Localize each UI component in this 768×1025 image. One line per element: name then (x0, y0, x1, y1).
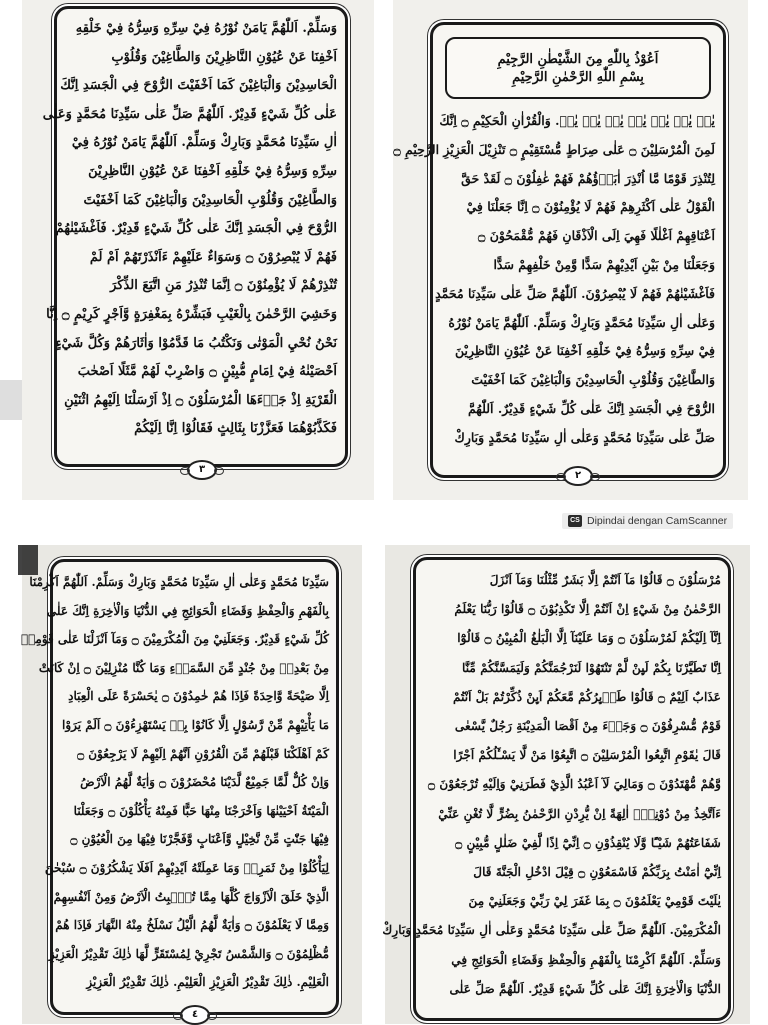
text-line: وَالطَّاغِيْنَ وَقُلُوْبِ الْحَاسِدِيْنَ وَالْبَاغِيْنَ كَمَا اَخْفَيْتَ (83, 192, 337, 208)
taawudh-line: اَعُوْذُ بِاللّٰهِ مِنَ الشَّيْطٰنِ الرَّجِيْمِ (497, 51, 659, 67)
text-line: وَمِمَّا لَا يَعْلَمُوْنَ ۝ وَاٰيَةٌ لَّهُمُ الَّيْلُ نَسْلَخُ مِنْهُ النَّهَارَ فَاِذَا هُمْ (55, 918, 329, 933)
text-line: الْقَوْلُ عَلٰى اَكْثَرِهِمْ فَهُمْ لَا يُؤْمِنُوْنَ ۝ اِنَّا جَعَلْنَا فِيْ (466, 199, 715, 215)
text-line: اَخْفِنَا عَنْ عُيُوْنِ النَّاظِرِيْنَ وَالطَّاغِيْنَ وَقُلُوْبِ (111, 49, 337, 65)
text-line: عَذَابٌ اَلِيْمٌ ۝ قَالُوْا طَاۤىِٕرُكُمْ مَّعَكُمْ اَىِٕنْ ذُكِّرْتُمْ بَلْ اَنْتُمْ (452, 689, 721, 704)
text-line: الرُّوْحَ فِي الْجَسَدِ اِنَّكَ عَلٰى كُلِّ شَيْءٍ قَدِيْرٌ. فَاَغْشَيْنٰهُمْ (55, 221, 337, 237)
text-line: ءَاَتَّخِذُ مِنْ دُوْنِهٖٓ اٰلِهَةً اِنْ يُّرِدْنِ الرَّحْمٰنُ بِضُرٍّ لَّا تُغْنِ عَنِّيْ (438, 806, 721, 821)
text-line: نَحْنُ نُحْيِ الْمَوْتٰى وَنَكْتُبُ مَا قَدَّمُوْا وَاٰثَارَهُمْ وَكُلَّ شَيْءٍ (55, 335, 337, 351)
page-text (20, 568, 329, 1002)
scan-page-top-right (393, 0, 748, 500)
text-line: قَالَ يٰقَوْمِ اتَّبِعُوا الْمُرْسَلِيْنَ ۝ اتَّبِعُوْا مَنْ لَّا يَسْـَٔلُكُمْ اَجْرًا (453, 748, 721, 763)
text-line: قَوْمٌ مُّسْرِفُوْنَ ۝ وَجَاۤءَ مِنْ اَقْصَا الْمَدِيْنَةِ رَجُلٌ يَّسْعٰى (454, 719, 721, 734)
scan-edge-shadow (18, 545, 38, 575)
text-line: فِيْ سِرِّهِ وَسِرُّهُ فِيْ خَلْقِهِ اَخْفِنَا عَنْ عُيُوْنِ النَّاظِرِيْنَ (454, 343, 715, 359)
text-line: عَلٰى كُلِّ شَيْءٍ قَدِيْرٌ. اَللّٰهُمَّ صَلِّ عَلٰى سَيِّدِنَا مُحَمَّدٍ وَعَلٰى (42, 106, 337, 122)
text-line: بِالْفَهْمِ وَالْحِفْظِ وَقَضَاءِ الْحَوَائِجِ فِي الدُّنْيَا وَالْاٰخِرَةِ اِنَّكَ عَلٰى (46, 603, 329, 618)
page-number: ٣ (187, 460, 217, 480)
text-line: الْمَيْتَةُ اَحْيَيْنٰهَا وَاَخْرَجْنَا مِنْهَا حَبًّا فَمِنْهُ يَأْكُلُوْنَ ۝ وَجَعَلْنَا (73, 803, 329, 818)
page-frame (42, 6, 348, 467)
scan-page-top-left (22, 0, 374, 500)
text-line: وَعَلٰى اٰلِ سَيِّدِنَا مُحَمَّدٍ وَبَارِكْ وَسَلِّمْ. اَللّٰهُمَّ يَامَنْ نُوْرُهُ (448, 314, 715, 330)
text-line: مُرْسَلُوْنَ ۝ قَالُوْا مَآ اَنْتُمْ اِلَّا بَشَرٌ مِّثْلُنَا وَمَآ اَنْزَلَ (489, 573, 721, 587)
page-frame (393, 22, 726, 478)
text-line: الْحَاسِدِيْنَ وَالْبَاغِيْنَ كَمَا اَخْفَيْتَ الرُّوْحَ فِي الْجَسَدِ اِنَّكَ (60, 78, 337, 94)
text-line: مِنْ بَعْدِهٖ مِنْ جُنْدٍ مِّنَ السَّمَاۤءِ وَمَا كُنَّا مُنْزِلِيْنَ ۝ اِنْ كَانَتْ (38, 660, 329, 675)
text-line: فَاَغْشَيْنٰهُمْ فَهُمْ لَا يُبْصِرُوْنَ. اَللّٰهُمَّ صَلِّ عَلٰى سَيِّدِنَا مُحَمَّدٍ (435, 285, 715, 301)
text-line: مُّظْلِمُوْنَ ۝ وَالشَّمْسُ تَجْرِيْ لِمُسْتَقَرٍّ لَّهَا ذٰلِكَ تَقْدِيْرُ الْعَزِيْزِ (48, 946, 329, 961)
text-line: اٰلِ سَيِّدِنَا مُحَمَّدٍ وَبَارِكْ وَسَلِّمْ. اَللّٰهُمَّ يَامَنْ نُوْرُهُ فِيْ (71, 135, 337, 151)
text-line: الْقَرْيَةِ اِذْ جَاۤءَهَا الْمُرْسَلُوْنَ ۝ اِذْ اَرْسَلْنَا اِلَيْهِمُ اثْنَيْنِ (64, 392, 337, 408)
header-box (445, 37, 711, 99)
text-line: الْعَلِيْمِ. ذٰلِكَ تَقْدِيْرُ الْعَزِيْزِ الْعَلِيْمِ. ذٰلِكَ تَقْدِيْرُ الْعَزِيْزِ (86, 975, 329, 990)
text-line: يٰسۤ يٰسۤ يٰسۤ يٰسۤ يٰسۤ يٰسۤ يٰسۤ. وَالْقُرْاٰنِ الْحَكِيْمِ ۝ اِنَّكَ (439, 113, 715, 128)
camscanner-icon: CS (568, 515, 582, 527)
watermark-text: Dipindai dengan CamScanner (587, 515, 728, 527)
page-text (382, 566, 721, 1010)
page-frame (382, 557, 731, 1021)
page-frame (20, 559, 339, 1015)
text-line: فَهُمْ لَا يُبْصِرُوْنَ ۝ وَسَوَاءٌ عَلَيْهِمْ ءَاَنْذَرْتَهُمْ اَمْ لَمْ (89, 249, 337, 265)
page-number: ٢ (563, 466, 593, 486)
scan-page-bottom-left (22, 545, 362, 1024)
text-line: اِنَّآ اِلَيْكُمْ لَمُرْسَلُوْنَ ۝ وَمَا عَلَيْنَآ اِلَّا الْبَلٰغُ الْمُبِيْنُ ۝ قَالُوْٓا (457, 631, 721, 646)
text-line: اَحْصَيْنٰهُ فِيْ اِمَامٍ مُّبِيْنٍ ۝ وَاضْرِبْ لَهُمْ مَّثَلًا اَصْحٰبَ (77, 364, 337, 380)
text-line: اِلَّا صَيْحَةً وَّاحِدَةً فَاِذَا هُمْ خٰمِدُوْنَ ۝ يٰحَسْرَةً عَلَى الْعِبَادِ (68, 689, 329, 704)
text-line: وَّهُمْ مُّهْتَدُوْنَ ۝ وَمَالِيَ لَآ اَعْبُدُ الَّذِيْ فَطَرَنِيْ وَاِلَيْهِ تُرْجَعُوْنَ ۝ (427, 777, 721, 792)
text-line: اِنَّا تَطَيَّرْنَا بِكُمْ لَىِٕنْ لَّمْ تَنْتَهُوْا لَنَرْجُمَنَّكُمْ وَلَيَمَسَّنَّكُمْ مِّنَّا (462, 660, 721, 675)
text-line: سَيِّدِنَا مُحَمَّدٍ وَعَلٰى اٰلِ سَيِّدِنَا مُحَمَّدٍ وَبَارِكْ وَسَلِّمْ. اَللّٰهُمَّ اَكْرِمْنَا (29, 575, 329, 589)
text-line: فِيْهَا جَنّٰتٍ مِّنْ نَّخِيْلٍ وَّاَعْنَابٍ وَّفَجَّرْنَا فِيْهَا مِنَ الْعُيُوْنِ ۝ (70, 832, 329, 847)
text-line: وَخَشِيَ الرَّحْمٰنَ بِالْغَيْبِ فَبَشِّرْهُ بِمَغْفِرَةٍ وَّاَجْرٍ كَرِيْمٍ ۝ اِنَّا (46, 306, 337, 322)
text-line: صَلِّ عَلٰى سَيِّدِنَا مُحَمَّدٍ وَعَلٰى اٰلِ سَيِّدِنَا مُحَمَّدٍ وَبَارِكْ (454, 429, 715, 445)
text-line: وَالطَّاغِيْنَ وَقُلُوْبِ الْحَاسِدِيْنَ وَالْبَاغِيْنَ كَمَا اَخْفَيْتَ (471, 372, 715, 388)
text-line: الْمُكْرَمِيْنَ. اَللّٰهُمَّ صَلِّ عَلٰى سَيِّدِنَا مُحَمَّدٍ وَعَلٰى اٰلِ سَيِّدِنَا مُحَمَّدٍ وَبَارِكْ (382, 923, 721, 938)
text-line: يٰلَيْتَ قَوْمِيْ يَعْلَمُوْنَ ۝ بِمَا غَفَرَ لِيْ رَبِّيْ وَجَعَلَنِيْ مِنَ (468, 894, 721, 909)
camscanner-watermark (562, 513, 733, 529)
text-line: سِرِّهِ وَسِرُّهُ فِيْ خَلْقِهِ اَخْفِنَا عَنْ عُيُوْنِ النَّاظِرِيْنَ (88, 163, 337, 179)
text-line: مَا يَأْتِيْهِمْ مِّنْ رَّسُوْلٍ اِلَّا كَانُوْا بِهٖ يَسْتَهْزِءُوْنَ ۝ اَلَمْ يَرَوْا (62, 717, 329, 732)
scan-edge-shadow (0, 380, 22, 420)
text-line: وَاِنْ كُلٌّ لَّمَّا جَمِيْعٌ لَّدَيْنَا مُحْضَرُوْنَ ۝ وَاٰيَةٌ لَّهُمُ الْاَرْضُ (80, 775, 329, 790)
text-line: فَكَذَّبُوْهُمَا فَعَزَّزْنَا بِثَالِثٍ فَقَالُوْا اِنَّا اِلَيْكُمْ (134, 421, 337, 437)
page-number: ٤ (180, 1005, 210, 1025)
text-line: وَسَلِّمْ. اَللّٰهُمَّ يَامَنْ نُوْرُهُ فِيْ سِرِّهِ وَسِرُّهُ فِيْ خَلْقِهِ (75, 21, 337, 36)
text-line: تُنْذِرْهُمْ لَا يُؤْمِنُوْنَ ۝ اِنَّمَا تُنْذِرُ مَنِ اتَّبَعَ الذِّكْرَ (110, 278, 337, 294)
text-line: الرُّوْحَ فِي الْجَسَدِ اِنَّكَ عَلٰى كُلِّ شَيْءٍ قَدِيْرٌ. اَللّٰهُمَّ (467, 400, 715, 416)
text-line: شَفَاعَتُهُمْ شَيْـًٔا وَّلَا يُنْقِذُوْنِ ۝ اِنِّيْٓ اِذًا لَّفِيْ ضَلٰلٍ مُّبِيْنٍ ۝ (455, 835, 721, 850)
page-text (393, 107, 715, 453)
text-line: كَمْ اَهْلَكْنَا قَبْلَهُمْ مِّنَ الْقُرُوْنِ اَنَّهُمْ اِلَيْهِمْ لَا يَرْجِعُوْنَ ۝ (77, 746, 329, 761)
text-line: الرَّحْمٰنُ مِنْ شَيْءٍ اِنْ اَنْتُمْ اِلَّا تَكْذِبُوْنَ ۝ قَالُوْا رَبُّنَا يَعْلَمُ (454, 602, 721, 617)
scan-page-bottom-right (382, 545, 750, 1024)
basmala-line: بِسْمِ اللّٰهِ الرَّحْمٰنِ الرَّحِيْمِ (512, 69, 644, 85)
text-line: لِيَأْكُلُوْا مِنْ ثَمَرِهٖ وَمَا عَمِلَتْهُ اَيْدِيْهِمْ اَفَلَا يَشْكُرُوْنَ ۝ سُبْحٰنَ (44, 860, 329, 875)
text-line: الدُّنْيَا وَالْاٰخِرَةِ اِنَّكَ عَلٰى كُلِّ شَيْءٍ قَدِيْرٌ. اَللّٰهُمَّ صَلِّ عَلٰى (449, 981, 721, 996)
page-text (42, 15, 337, 440)
text-line: وَسَلِّمْ. اَللّٰهُمَّ اَكْرِمْنَا بِالْفَهْمِ وَالْحِفْظِ وَقَضَاءِ الْحَوَائِجِ فِي (451, 952, 721, 967)
text-line: الَّذِيْ خَلَقَ الْاَزْوَاجَ كُلَّهَا مِمَّا تُنْۢبِتُ الْاَرْضُ وَمِنْ اَنْفُسِهِمْ (53, 889, 329, 904)
text-line: اِنِّيْٓ اٰمَنْتُ بِرَبِّكُمْ فَاسْمَعُوْنِ ۝ قِيْلَ ادْخُلِ الْجَنَّةَ قَالَ (473, 865, 721, 880)
text-line: اَعْنَاقِهِمْ اَغْلٰلًا فَهِيَ اِلَى الْاَذْقَانِ فَهُمْ مُّقْمَحُوْنَ ۝ (478, 228, 715, 244)
text-line: وَجَعَلْنَا مِنْ بَيْنِ اَيْدِيْهِمْ سَدًّا وَّمِنْ خَلْفِهِمْ سَدًّا (493, 256, 715, 272)
text-line: لِتُنْذِرَ قَوْمًا مَّا اُنْذِرَ اٰبَاۤؤُهُمْ فَهُمْ غٰفِلُوْنَ ۝ لَقَدْ حَقَّ (461, 170, 715, 186)
text-line: كُلِّ شَيْءٍ قَدِيْرٌ. وَجَعَلَنِيْ مِنَ الْمُكْرَمِيْنَ ۝ وَمَآ اَنْزَلْنَا عَلٰى قَوْمِهٖ (20, 632, 329, 647)
text-line: لَمِنَ الْمُرْسَلِيْنَ ۝ عَلٰى صِرَاطٍ مُّسْتَقِيْمٍ ۝ تَنْزِيْلَ الْعَزِيْزِ الرَّحِيْمِ ۝ (393, 141, 715, 157)
